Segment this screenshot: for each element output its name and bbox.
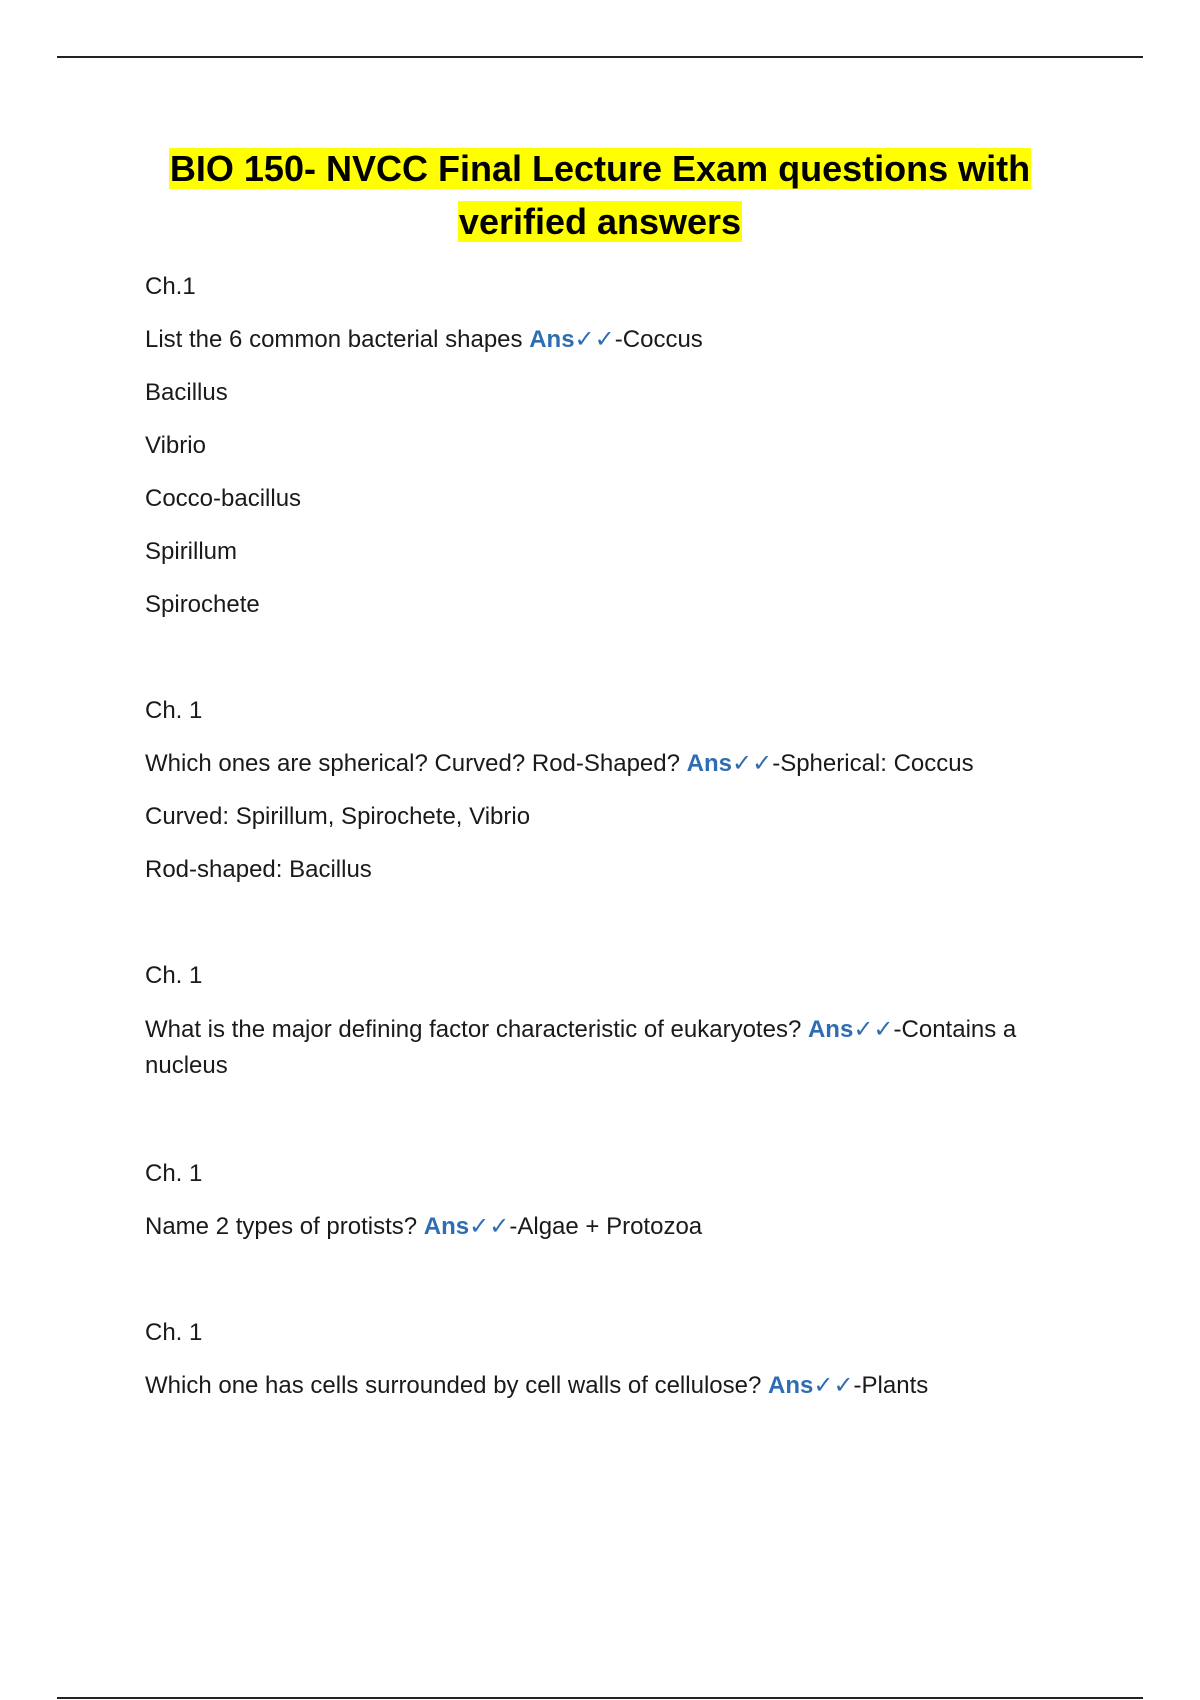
answer-label: Ans bbox=[686, 750, 732, 777]
qa-block bbox=[145, 270, 1105, 621]
qa-block bbox=[145, 959, 1105, 1084]
question-text: Which one has cells surrounded by cell walls of cellulose? bbox=[145, 1372, 768, 1399]
checkmark-icon: ✓✓ bbox=[813, 1372, 854, 1399]
answer-line: Cocco-bacillus bbox=[145, 485, 302, 512]
answer-text: -Plants bbox=[853, 1372, 929, 1399]
answer-label: Ans bbox=[423, 1213, 470, 1240]
footer-rule bbox=[57, 1697, 1143, 1699]
answer-label: Ans bbox=[767, 1372, 814, 1399]
answer-text: -Algae + Protozoa bbox=[509, 1213, 703, 1240]
checkmark-icon: ✓✓ bbox=[731, 750, 773, 777]
answer-label: Ans bbox=[807, 1016, 854, 1043]
checkmark-icon: ✓✓ bbox=[853, 1016, 894, 1043]
chapter-label: Ch. 1 bbox=[145, 1319, 203, 1346]
spacer bbox=[145, 641, 1105, 694]
answer-line: Spirillum bbox=[145, 538, 238, 565]
chapter-label: Ch.1 bbox=[145, 273, 196, 300]
answer-line: Spirochete bbox=[145, 591, 260, 618]
title-line-2: verified answers bbox=[458, 201, 742, 242]
answer-line: Bacillus bbox=[145, 379, 228, 406]
question-line bbox=[145, 747, 1105, 780]
question-text: Name 2 types of protists? bbox=[145, 1213, 424, 1240]
answer-label: Ans bbox=[529, 326, 575, 353]
question-text: Which ones are spherical? Curved? Rod-Shaped? bbox=[145, 750, 687, 777]
spacer bbox=[145, 1104, 1105, 1157]
answer-text: -Coccus bbox=[614, 326, 703, 353]
answer-line: Curved: Spirillum, Spirochete, Vibrio bbox=[145, 803, 531, 830]
spacer bbox=[145, 1263, 1105, 1316]
answer-text: -Contains a nucleus bbox=[145, 1016, 1017, 1079]
checkmark-icon: ✓✓ bbox=[469, 1213, 510, 1240]
question-text: List the 6 common bacterial shapes bbox=[145, 326, 530, 353]
chapter-label: Ch. 1 bbox=[145, 1160, 203, 1187]
qa-block bbox=[145, 1316, 1105, 1402]
document-title bbox=[100, 142, 1100, 248]
answer-line: Rod-shaped: Bacillus bbox=[145, 856, 372, 883]
header-rule bbox=[57, 56, 1143, 58]
answer-line: Vibrio bbox=[145, 432, 206, 459]
chapter-label: Ch. 1 bbox=[145, 962, 203, 989]
qa-block bbox=[145, 694, 1105, 886]
question-line bbox=[145, 1012, 1105, 1084]
checkmark-icon: ✓✓ bbox=[574, 326, 615, 353]
question-text: What is the major defining factor characteristic of eukaryotes? bbox=[145, 1016, 808, 1043]
answer-text: -Spherical: Coccus bbox=[772, 750, 974, 777]
qa-block bbox=[145, 1157, 1105, 1243]
question-line bbox=[145, 1210, 1105, 1243]
qa-content bbox=[145, 270, 1105, 1422]
question-line bbox=[145, 1369, 1105, 1402]
spacer bbox=[145, 906, 1105, 959]
title-line-1: BIO 150- NVCC Final Lecture Exam questions with bbox=[169, 148, 1031, 189]
chapter-label: Ch. 1 bbox=[145, 697, 203, 724]
question-line bbox=[145, 323, 1105, 356]
